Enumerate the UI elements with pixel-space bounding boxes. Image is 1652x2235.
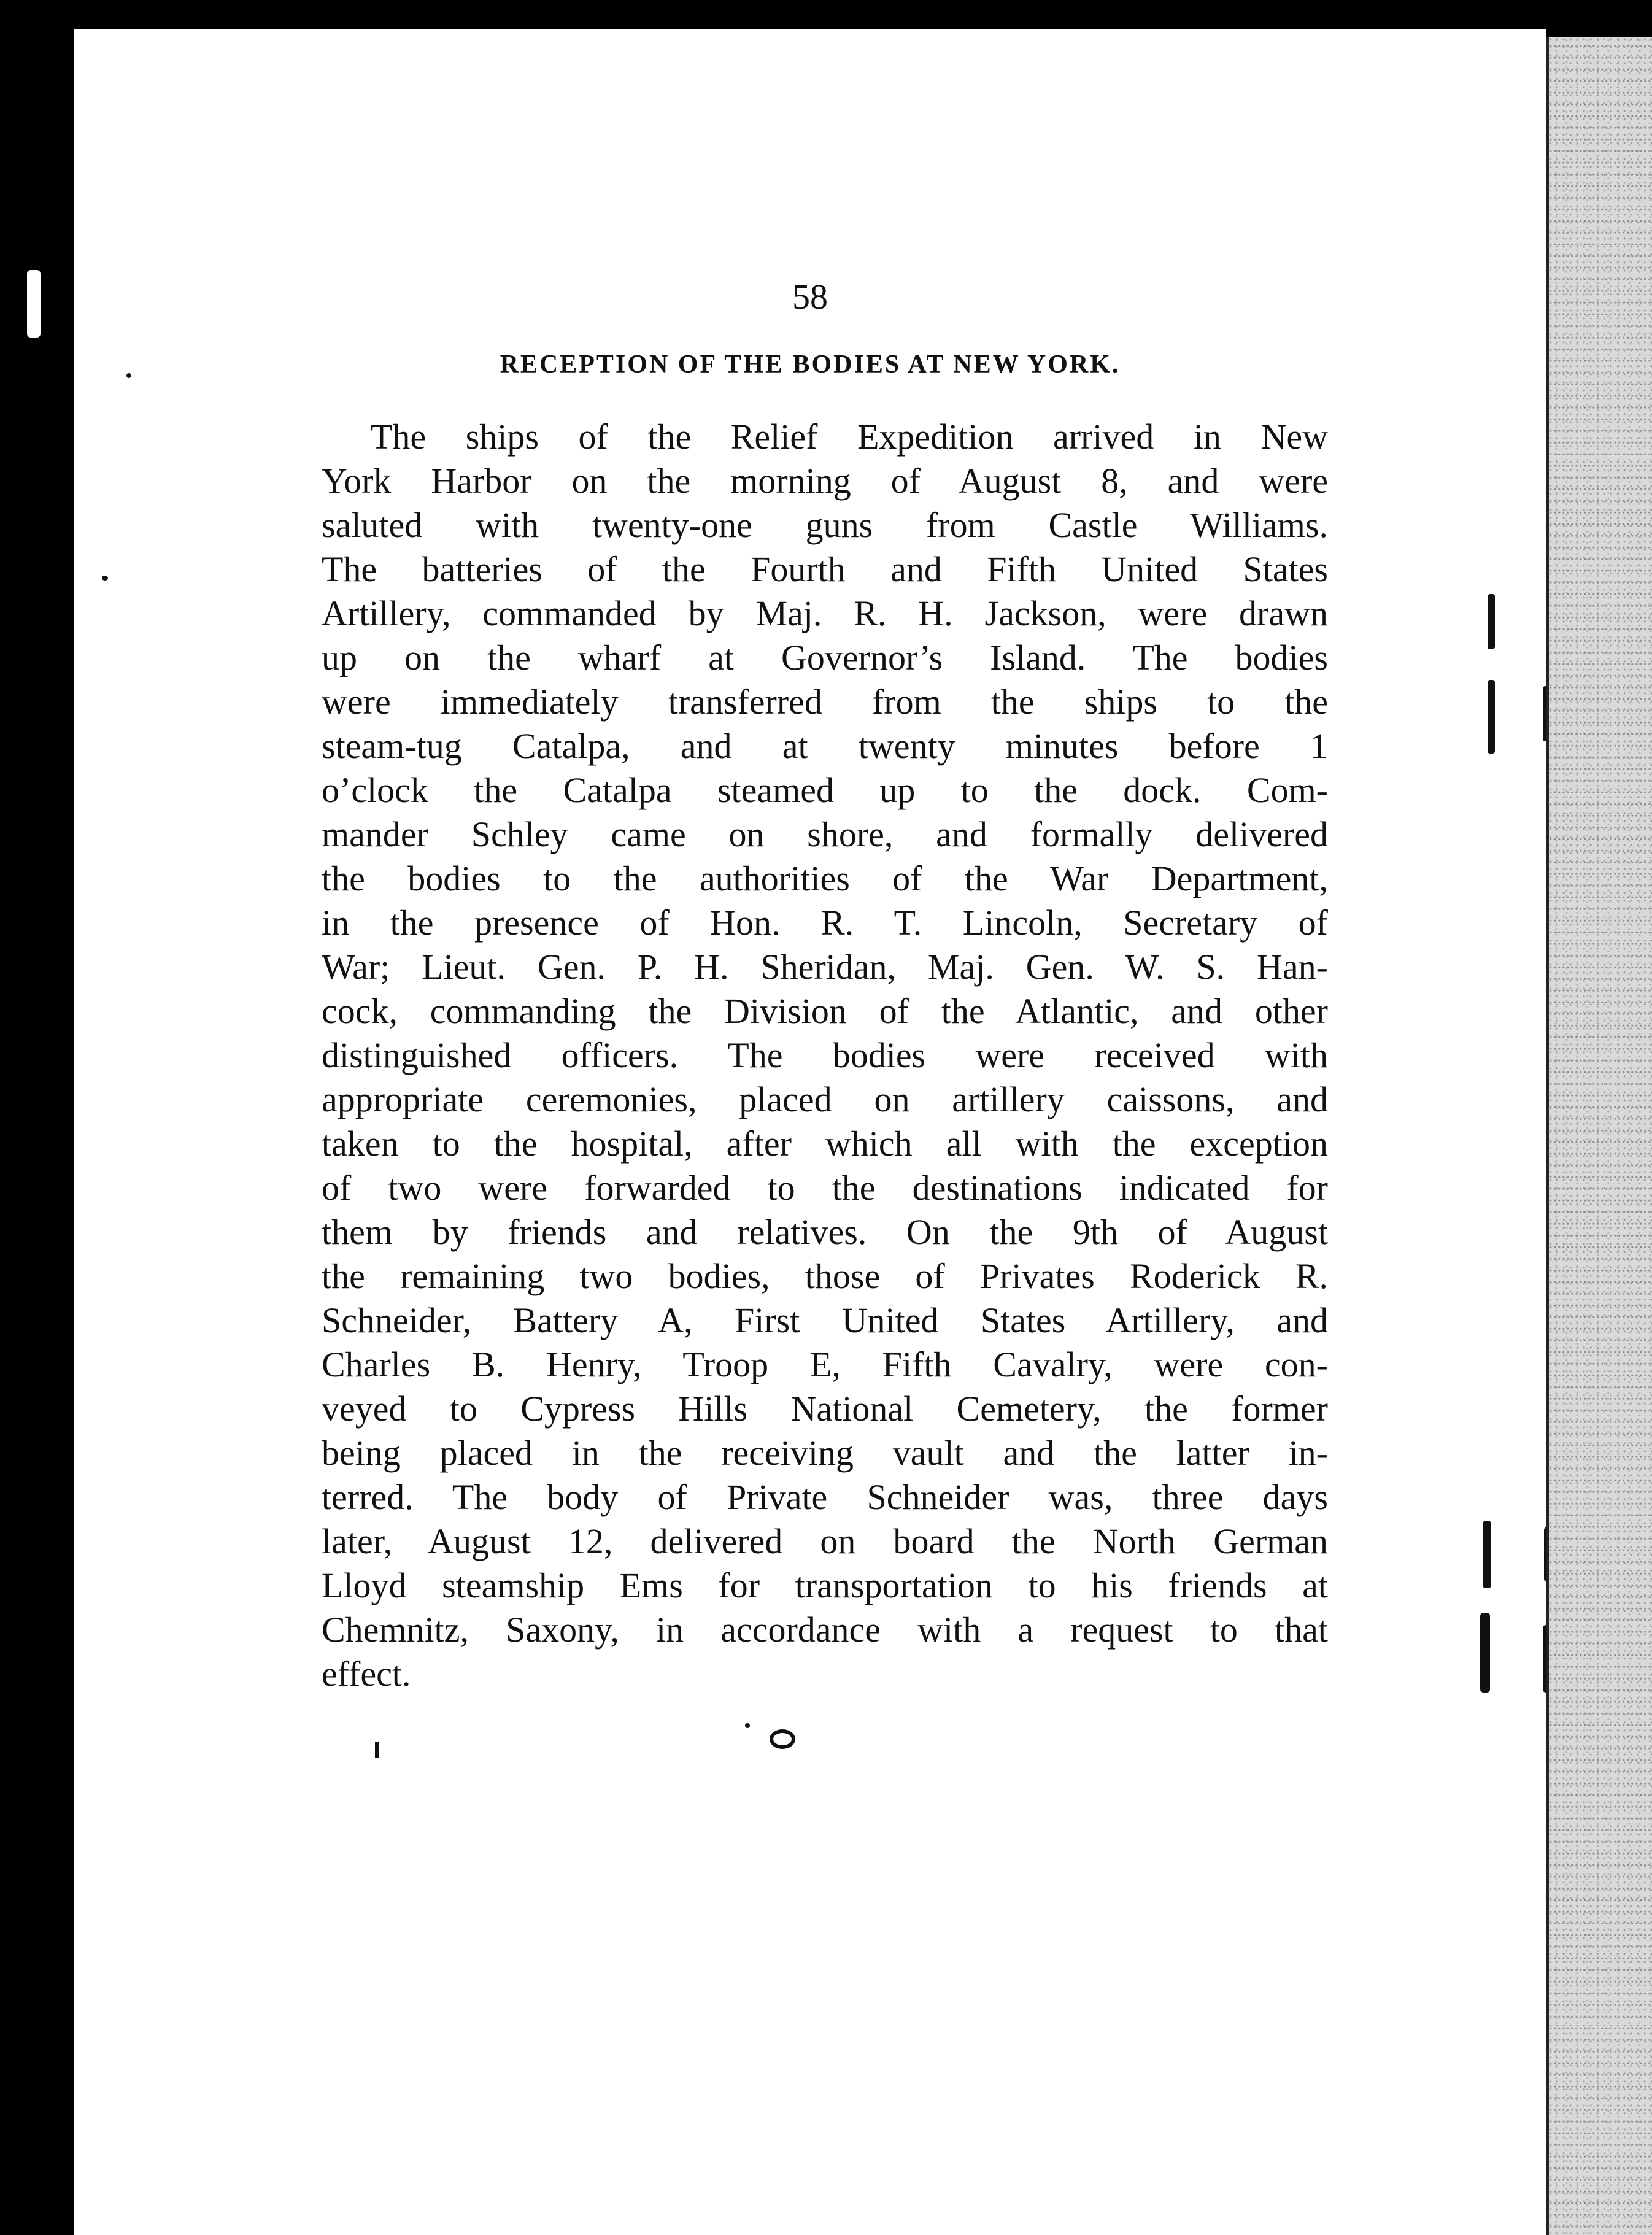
adjacent-page-edge <box>1546 37 1652 2235</box>
text-line: steam-tug Catalpa, and at twenty minutes before 1 <box>322 726 1328 766</box>
scan-ring-mark <box>770 1729 795 1749</box>
text-line: The ships of the Relief Expedition arrived in New <box>371 417 1328 457</box>
text-line: in the presence of Hon. R. T. Lincoln, Secretary of <box>322 903 1328 943</box>
body-text <box>322 415 1328 1696</box>
text-line: effect. <box>322 1654 411 1694</box>
text-line: Charles B. Henry, Troop E, Fifth Cavalry, were con- <box>322 1345 1328 1384</box>
text-line: The batteries of the Fourth and Fifth United States <box>322 549 1328 589</box>
scan-streak <box>1483 1521 1491 1588</box>
text-line: distinguished officers. The bodies were received with <box>322 1035 1328 1075</box>
scan-speck <box>126 373 131 378</box>
text-line: of two were forwarded to the destinations indicated for <box>322 1168 1328 1208</box>
text-line: War; Lieut. Gen. P. H. Sheridan, Maj. Gen. W. S. Han- <box>322 947 1328 987</box>
text-line: them by friends and relatives. On the 9th of August <box>322 1212 1328 1252</box>
page-title: RECEPTION OF THE BODIES AT NEW YORK. <box>500 350 1121 379</box>
text-line: the bodies to the authorities of the War Department, <box>322 859 1328 898</box>
scan-edge-mark <box>27 270 41 338</box>
text-line: up on the wharf at Governor’s Island. The bodies <box>322 638 1328 677</box>
text-line: Schneider, Battery A, First United States Artillery, and <box>322 1300 1328 1340</box>
text-line: cock, commanding the Division of the Atlantic, and other <box>322 991 1328 1031</box>
text-line: saluted with twenty-one guns from Castle Williams. <box>322 505 1328 545</box>
text-line: taken to the hospital, after which all with the exception <box>322 1124 1328 1164</box>
scan-streak <box>1480 1613 1490 1693</box>
text-line: York Harbor on the morning of August 8, and were <box>322 461 1328 501</box>
text-line: appropriate ceremonies, placed on artillery caissons, and <box>322 1079 1328 1119</box>
text-line: Lloyd steamship Ems for transportation to his friends at <box>322 1565 1328 1605</box>
text-line: terred. The body of Private Schneider was, three days <box>322 1477 1328 1517</box>
text-line: Artillery, commanded by Maj. R. H. Jackson, were drawn <box>322 593 1328 633</box>
text-line: veyed to Cypress Hills National Cemetery, the former <box>322 1389 1328 1429</box>
text-line: mander Schley came on shore, and formally delivered <box>322 814 1328 854</box>
text-line: being placed in the receiving vault and the latter in- <box>322 1433 1328 1473</box>
scan-speck <box>375 1742 379 1758</box>
scan-speck <box>745 1723 750 1728</box>
page-number: 58 <box>792 277 828 317</box>
text-line: o’clock the Catalpa steamed up to the dock. Com- <box>322 770 1328 810</box>
text-line: later, August 12, delivered on board the North German <box>322 1521 1328 1561</box>
text-line: were immediately transferred from the ships to the <box>322 682 1328 722</box>
text-line: the remaining two bodies, those of Privates Roderick R. <box>322 1256 1328 1296</box>
scan-streak <box>1488 594 1495 649</box>
text-line: Chemnitz, Saxony, in accordance with a request to that <box>322 1610 1328 1650</box>
scan-streak <box>1488 680 1495 754</box>
scan-speck <box>102 576 108 581</box>
page-sheet <box>74 29 1546 2235</box>
